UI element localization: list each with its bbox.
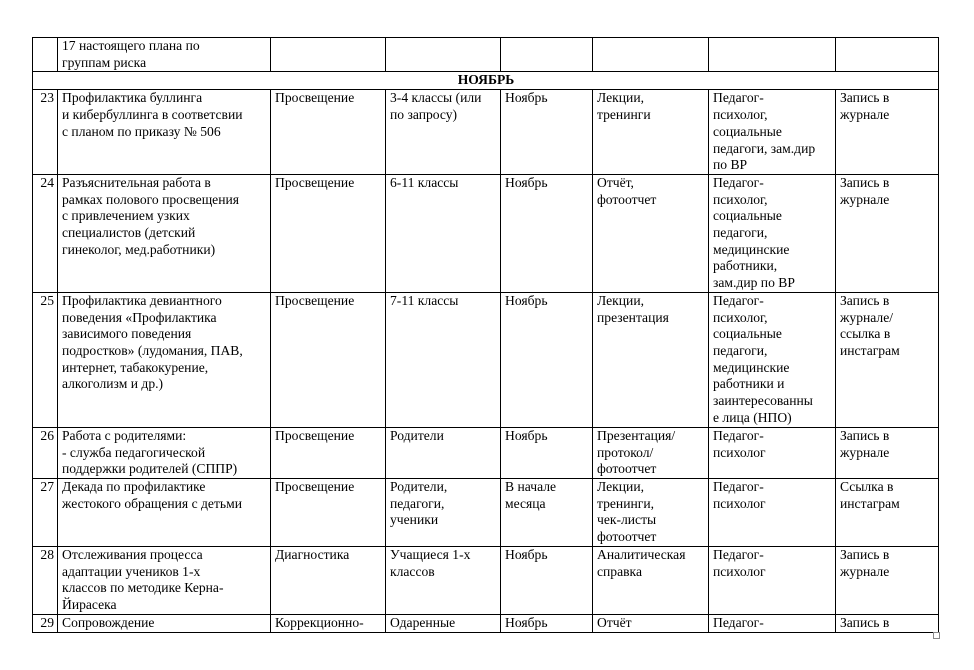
report-cell xyxy=(836,38,939,72)
report-cell: Запись в xyxy=(836,615,939,633)
form-cell: Аналитическая справка xyxy=(593,547,709,615)
type-cell: Просвещение xyxy=(271,479,386,547)
responsible-cell: Педагог- психолог xyxy=(709,427,836,478)
row-number: 26 xyxy=(33,427,58,478)
row-number: 28 xyxy=(33,547,58,615)
table-row xyxy=(33,615,939,633)
form-cell xyxy=(593,38,709,72)
type-cell: Коррекционно- xyxy=(271,615,386,633)
target-cell: 3-4 классы (или по запросу) xyxy=(386,90,501,175)
activity-cell: Профилактика девиантного поведения «Профилактика зависимого поведения подростков» (лудомания, ПАВ, интернет, табакокурение, алкоголизм и др.) xyxy=(58,292,271,427)
month-header-row xyxy=(33,72,939,90)
responsible-cell: Педагог- психолог xyxy=(709,547,836,615)
report-cell: Запись в журнале/ ссылка в инстаграм xyxy=(836,292,939,427)
row-number xyxy=(33,38,58,72)
responsible-cell xyxy=(709,38,836,72)
form-cell: Лекции, тренинги, чек-листы фотоотчет xyxy=(593,479,709,547)
type-cell: Просвещение xyxy=(271,292,386,427)
table-row xyxy=(33,292,939,427)
term-cell: Ноябрь xyxy=(501,427,593,478)
type-cell: Просвещение xyxy=(271,90,386,175)
form-cell: Лекции, тренинги xyxy=(593,90,709,175)
responsible-cell: Педагог- психолог, социальные педагоги, медицинские работники, зам.дир по ВР xyxy=(709,174,836,292)
table-resize-handle[interactable] xyxy=(933,632,940,639)
row-number: 25 xyxy=(33,292,58,427)
responsible-cell: Педагог- психолог, социальные педагоги, зам.дир по ВР xyxy=(709,90,836,175)
table-row xyxy=(33,90,939,175)
target-cell xyxy=(386,38,501,72)
report-cell: Запись в журнале xyxy=(836,427,939,478)
type-cell: Диагностика xyxy=(271,547,386,615)
report-cell: Запись в журнале xyxy=(836,174,939,292)
type-cell: Просвещение xyxy=(271,427,386,478)
report-cell: Ссылка в инстаграм xyxy=(836,479,939,547)
plan-table xyxy=(32,37,939,633)
term-cell: Ноябрь xyxy=(501,547,593,615)
form-cell: Лекции, презентация xyxy=(593,292,709,427)
row-number: 29 xyxy=(33,615,58,633)
activity-cell: Разъяснительная работа в рамках полового просвещения с привлечением узких специалистов (детский гинеколог, мед.работники) xyxy=(58,174,271,292)
term-cell: Ноябрь xyxy=(501,174,593,292)
document-page xyxy=(32,37,938,633)
responsible-cell: Педагог- психолог xyxy=(709,479,836,547)
table-row xyxy=(33,38,939,72)
report-cell: Запись в журнале xyxy=(836,547,939,615)
term-cell xyxy=(501,38,593,72)
activity-cell: 17 настоящего плана по группам риска xyxy=(58,38,271,72)
form-cell: Презентация/ протокол/ фотоотчет xyxy=(593,427,709,478)
term-cell: Ноябрь xyxy=(501,615,593,633)
month-header: НОЯБРЬ xyxy=(33,72,939,90)
table-row xyxy=(33,174,939,292)
table-row xyxy=(33,479,939,547)
table-row xyxy=(33,547,939,615)
target-cell: 7-11 классы xyxy=(386,292,501,427)
form-cell: Отчёт xyxy=(593,615,709,633)
target-cell: 6-11 классы xyxy=(386,174,501,292)
form-cell: Отчёт, фотоотчет xyxy=(593,174,709,292)
table-row xyxy=(33,427,939,478)
target-cell: Одаренные xyxy=(386,615,501,633)
responsible-cell: Педагог- психолог, социальные педагоги, медицинские работники и заинтересованны е лица (НПО) xyxy=(709,292,836,427)
target-cell: Родители, педагоги, ученики xyxy=(386,479,501,547)
row-number: 24 xyxy=(33,174,58,292)
term-cell: В начале месяца xyxy=(501,479,593,547)
target-cell: Родители xyxy=(386,427,501,478)
term-cell: Ноябрь xyxy=(501,90,593,175)
activity-cell: Отслеживания процесса адаптации учеников 1-х классов по методике Керна- Йирасека xyxy=(58,547,271,615)
activity-cell: Декада по профилактике жестокого обращения с детьми xyxy=(58,479,271,547)
activity-cell: Сопровождение xyxy=(58,615,271,633)
activity-cell: Работа с родителями: - служба педагогической поддержки родителей (СППР) xyxy=(58,427,271,478)
report-cell: Запись в журнале xyxy=(836,90,939,175)
row-number: 27 xyxy=(33,479,58,547)
type-cell: Просвещение xyxy=(271,174,386,292)
activity-cell: Профилактика буллинга и кибербуллинга в соответсвии с планом по приказу № 506 xyxy=(58,90,271,175)
row-number: 23 xyxy=(33,90,58,175)
type-cell xyxy=(271,38,386,72)
term-cell: Ноябрь xyxy=(501,292,593,427)
target-cell: Учащиеся 1-х классов xyxy=(386,547,501,615)
responsible-cell: Педагог- xyxy=(709,615,836,633)
